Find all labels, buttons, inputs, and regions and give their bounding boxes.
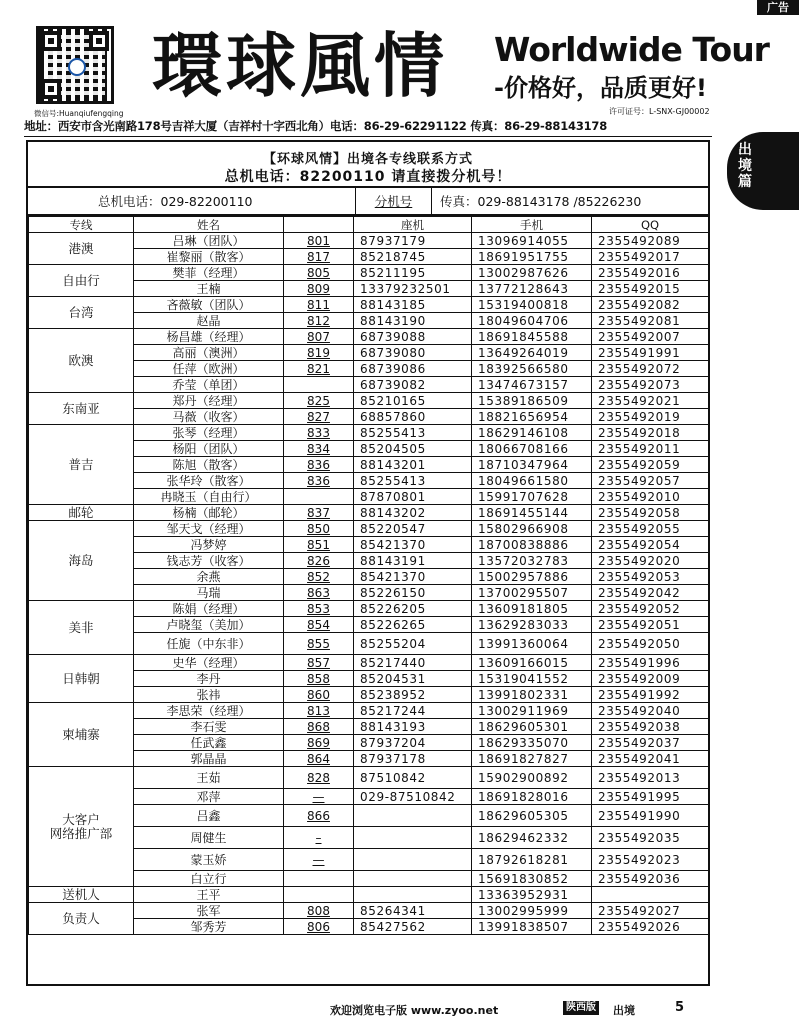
cell-landline: 85255204 <box>354 633 472 655</box>
cell-qq: 2355492010 <box>592 489 709 505</box>
cell-ext: 834 <box>284 441 354 457</box>
cell-qq: 2355492020 <box>592 553 709 569</box>
cell-landline: 85218745 <box>354 249 472 265</box>
cell-name: 吕鑫 <box>134 805 284 827</box>
route-category: 负责人 <box>29 903 134 935</box>
cell-mobile: 15902900892 <box>472 767 592 789</box>
cell-qq: 2355491996 <box>592 655 709 671</box>
cell-mobile: 18049604706 <box>472 313 592 329</box>
route-category: 邮轮 <box>29 505 134 521</box>
cell-ext: 836 <box>284 473 354 489</box>
sheet-subtitle: 总机电话：82200110 请直接拨分机号！ <box>224 169 512 185</box>
brand-name: 環球風情 <box>152 24 448 107</box>
cell-qq: 2355492037 <box>592 735 709 751</box>
cell-ext: 837 <box>284 505 354 521</box>
cell-ext: 806 <box>284 919 354 935</box>
cell-landline: 68739086 <box>354 361 472 377</box>
cell-qq: 2355491995 <box>592 789 709 805</box>
cell-ext: 808 <box>284 903 354 919</box>
cell-name: 邹秀芳 <box>134 919 284 935</box>
cell-ext: 868 <box>284 719 354 735</box>
cell-landline <box>354 805 472 827</box>
cell-name: 崔黎丽（散客） <box>134 249 284 265</box>
cell-ext: 857 <box>284 655 354 671</box>
cell-qq: 2355492018 <box>592 425 709 441</box>
table-row <box>29 601 709 617</box>
footer <box>330 1002 690 1016</box>
route-category: 自由行 <box>29 265 134 297</box>
cell-qq: 2355492089 <box>592 233 709 249</box>
route-category: 欧澳 <box>29 329 134 393</box>
main-contact-row <box>28 186 708 216</box>
column-header: 座机 <box>354 217 472 233</box>
cell-landline: 85255413 <box>354 425 472 441</box>
cell-ext: 851 <box>284 537 354 553</box>
cell-landline: 87937178 <box>354 751 472 767</box>
cell-qq: 2355492040 <box>592 703 709 719</box>
cell-mobile: 18691951755 <box>472 249 592 265</box>
cell-landline: 85238952 <box>354 687 472 703</box>
cell-landline: 88143201 <box>354 457 472 473</box>
route-category: 东南亚 <box>29 393 134 425</box>
table-row <box>29 505 709 521</box>
footer-website: 欢迎浏览电子版 www.zyoo.net <box>330 1004 499 1017</box>
table-row <box>29 887 709 903</box>
cell-qq: 2355492055 <box>592 521 709 537</box>
cell-landline: 85217244 <box>354 703 472 719</box>
cell-mobile: 18629605305 <box>472 805 592 827</box>
cell-qq: 2355491992 <box>592 687 709 703</box>
cell-mobile: 15319400818 <box>472 297 592 313</box>
cell-name: 王平 <box>134 887 284 903</box>
cell-qq: 2355491990 <box>592 805 709 827</box>
cell-mobile: 15691830852 <box>472 871 592 887</box>
header <box>24 18 769 128</box>
cell-ext: 828 <box>284 767 354 789</box>
page-number: 5 <box>675 1000 685 1015</box>
cell-qq: 2355492041 <box>592 751 709 767</box>
cell-mobile: 18700838886 <box>472 537 592 553</box>
cell-landline: 88143185 <box>354 297 472 313</box>
sheet-title: 【环球风情】出境各专线联系方式 <box>262 152 473 167</box>
cell-mobile: 13991360064 <box>472 633 592 655</box>
cell-mobile: 15389186509 <box>472 393 592 409</box>
cell-name: 李石雯 <box>134 719 284 735</box>
route-category: 日韩朝 <box>29 655 134 703</box>
qr-code <box>36 26 114 104</box>
cell-qq <box>592 887 709 903</box>
cell-landline: 88143190 <box>354 313 472 329</box>
cell-ext: 860 <box>284 687 354 703</box>
cell-mobile: 18629605301 <box>472 719 592 735</box>
cell-landline: 85204531 <box>354 671 472 687</box>
cell-ext: 821 <box>284 361 354 377</box>
cell-mobile: 13474673157 <box>472 377 592 393</box>
cell-mobile: 18691845588 <box>472 329 592 345</box>
cell-qq: 2355492059 <box>592 457 709 473</box>
cell-mobile: 13002987626 <box>472 265 592 281</box>
cell-ext: 827 <box>284 409 354 425</box>
cell-landline: 88143202 <box>354 505 472 521</box>
cell-name: 任旎（中东非） <box>134 633 284 655</box>
extension-label: 分机号 <box>356 188 432 214</box>
edition-badge: 陕西版 <box>563 1001 599 1015</box>
cell-landline: 88143191 <box>354 553 472 569</box>
cell-ext: 817 <box>284 249 354 265</box>
cell-mobile: 15002957886 <box>472 569 592 585</box>
cell-name: 李思荣（经理） <box>134 703 284 719</box>
cell-name: 李丹 <box>134 671 284 687</box>
cell-mobile: 13609166015 <box>472 655 592 671</box>
column-header: QQ <box>592 217 709 233</box>
cell-name: 赵晶 <box>134 313 284 329</box>
cell-qq: 2355492011 <box>592 441 709 457</box>
cell-mobile: 13649264019 <box>472 345 592 361</box>
cell-ext: 811 <box>284 297 354 313</box>
cell-landline: 85211195 <box>354 265 472 281</box>
table-row <box>29 265 709 281</box>
cell-qq: 2355492057 <box>592 473 709 489</box>
cell-landline: 85226265 <box>354 617 472 633</box>
cell-landline: 68857860 <box>354 409 472 425</box>
cell-name: 郭晶晶 <box>134 751 284 767</box>
cell-mobile: 15802966908 <box>472 521 592 537</box>
cell-name: 杨昌雄（经理） <box>134 329 284 345</box>
cell-qq: 2355492023 <box>592 849 709 871</box>
cell-ext: 863 <box>284 585 354 601</box>
cell-ext <box>284 871 354 887</box>
cell-name: 冯梦婷 <box>134 537 284 553</box>
cell-name: 张军 <box>134 903 284 919</box>
cell-name: 邓萍 <box>134 789 284 805</box>
cell-ext: 854 <box>284 617 354 633</box>
cell-qq: 2355492058 <box>592 505 709 521</box>
table-row <box>29 767 709 789</box>
cell-ext: 826 <box>284 553 354 569</box>
route-category: 普吉 <box>29 425 134 505</box>
route-category: 台湾 <box>29 297 134 329</box>
cell-qq: 2355492054 <box>592 537 709 553</box>
cell-name: 吕琳（团队） <box>134 233 284 249</box>
cell-landline <box>354 827 472 849</box>
cell-landline: 85226150 <box>354 585 472 601</box>
cell-ext: 819 <box>284 345 354 361</box>
cell-landline: 68739080 <box>354 345 472 361</box>
cell-ext: 833 <box>284 425 354 441</box>
cell-landline: 13379232501 <box>354 281 472 297</box>
cell-ext <box>284 377 354 393</box>
cell-landline: 85217440 <box>354 655 472 671</box>
cell-mobile: 18049661580 <box>472 473 592 489</box>
cell-mobile: 13700295507 <box>472 585 592 601</box>
cell-name: 冉晓玉（自由行） <box>134 489 284 505</box>
cell-ext: 813 <box>284 703 354 719</box>
cell-mobile: 13772128643 <box>472 281 592 297</box>
cell-landline: 029-87510842 <box>354 789 472 805</box>
qr-logo-icon <box>68 58 86 76</box>
cell-name: 王茹 <box>134 767 284 789</box>
route-category: 柬埔寨 <box>29 703 134 767</box>
cell-qq: 2355492053 <box>592 569 709 585</box>
cell-name: 陈娟（经理） <box>134 601 284 617</box>
cell-mobile: 13572032783 <box>472 553 592 569</box>
cell-mobile: 18691455144 <box>472 505 592 521</box>
cell-ext: 807 <box>284 329 354 345</box>
cell-name: 蒙玉娇 <box>134 849 284 871</box>
cell-qq: 2355492007 <box>592 329 709 345</box>
main-phone: 总机电话：029-82200110 <box>28 188 356 214</box>
cell-ext: – <box>284 827 354 849</box>
section-tab: 出 境 篇 <box>727 132 799 210</box>
cell-name: 卢晓玺（美加） <box>134 617 284 633</box>
cell-mobile: 18691827827 <box>472 751 592 767</box>
table-row <box>29 297 709 313</box>
cell-qq: 2355492027 <box>592 903 709 919</box>
cell-name: 邹天戈（经理） <box>134 521 284 537</box>
cell-ext: 858 <box>284 671 354 687</box>
cell-ext: 801 <box>284 233 354 249</box>
table-row <box>29 521 709 537</box>
cell-ext: 853 <box>284 601 354 617</box>
cell-name: 吝薇敏（团队） <box>134 297 284 313</box>
cell-name: 周健生 <box>134 827 284 849</box>
cell-name: 钱志芳（收客） <box>134 553 284 569</box>
route-category: 美非 <box>29 601 134 655</box>
divider <box>24 136 712 137</box>
cell-qq: 2355492050 <box>592 633 709 655</box>
cell-mobile: 18392566580 <box>472 361 592 377</box>
cell-name: 张琴（经理） <box>134 425 284 441</box>
cell-qq: 2355492019 <box>592 409 709 425</box>
route-category: 送机人 <box>29 887 134 903</box>
cell-mobile: 13363952931 <box>472 887 592 903</box>
cell-name: 樊菲（经理） <box>134 265 284 281</box>
cell-qq: 2355492013 <box>592 767 709 789</box>
ad-tag: 广告 <box>757 0 799 15</box>
cell-mobile: 13609181805 <box>472 601 592 617</box>
cell-qq: 2355492026 <box>592 919 709 935</box>
table-header <box>29 217 709 233</box>
cell-ext: 864 <box>284 751 354 767</box>
cell-ext <box>284 489 354 505</box>
cell-qq: 2355492042 <box>592 585 709 601</box>
table-row <box>29 393 709 409</box>
cell-ext: 852 <box>284 569 354 585</box>
cell-qq: 2355492036 <box>592 871 709 887</box>
cell-mobile: 18792618281 <box>472 849 592 871</box>
cell-ext: 850 <box>284 521 354 537</box>
cell-mobile: 18629462332 <box>472 827 592 849</box>
cell-mobile: 18629146108 <box>472 425 592 441</box>
cell-landline: 85204505 <box>354 441 472 457</box>
cell-landline: 85210165 <box>354 393 472 409</box>
cell-name: 陈旭（散客） <box>134 457 284 473</box>
table-row <box>29 233 709 249</box>
cell-landline: 85264341 <box>354 903 472 919</box>
cell-qq: 2355492082 <box>592 297 709 313</box>
table-row <box>29 703 709 719</box>
cell-ext: 836 <box>284 457 354 473</box>
cell-landline: 85255413 <box>354 473 472 489</box>
cell-landline: 87510842 <box>354 767 472 789</box>
cell-landline <box>354 849 472 871</box>
cell-name: 杨楠（邮轮） <box>134 505 284 521</box>
address-line: 地址：西安市含光南路178号吉祥大厦（吉祥村十字西北角）电话：86-29-62291122 传真：86-29-88143178 <box>24 119 608 133</box>
cell-qq: 2355492015 <box>592 281 709 297</box>
cell-landline: 85421370 <box>354 537 472 553</box>
cell-mobile: 18629335070 <box>472 735 592 751</box>
cell-landline: 87937179 <box>354 233 472 249</box>
route-category: 海岛 <box>29 521 134 601</box>
cell-qq: 2355492072 <box>592 361 709 377</box>
cell-name: 马薇（收客） <box>134 409 284 425</box>
cell-name: 余燕 <box>134 569 284 585</box>
cell-name: 杨阳（团队） <box>134 441 284 457</box>
cell-mobile: 18066708166 <box>472 441 592 457</box>
cell-name: 乔莹（单团） <box>134 377 284 393</box>
cell-landline: 87870801 <box>354 489 472 505</box>
cell-ext: 866 <box>284 805 354 827</box>
license-number: 许可证号：L-SNX-GJ00002 <box>609 107 710 116</box>
cell-qq: 2355491991 <box>592 345 709 361</box>
route-category: 港澳 <box>29 233 134 265</box>
footer-section: 出境 <box>613 1004 635 1017</box>
cell-mobile: 13629283033 <box>472 617 592 633</box>
cell-qq: 2355492009 <box>592 671 709 687</box>
cell-name: 郑丹（经理） <box>134 393 284 409</box>
cell-mobile: 15991707628 <box>472 489 592 505</box>
cell-ext: 855 <box>284 633 354 655</box>
cell-name: 张华玲（散客） <box>134 473 284 489</box>
cell-qq: 2355492073 <box>592 377 709 393</box>
cell-landline <box>354 871 472 887</box>
column-header: 手机 <box>472 217 592 233</box>
cell-mobile: 18821656954 <box>472 409 592 425</box>
cell-landline: 68739082 <box>354 377 472 393</box>
table-row <box>29 425 709 441</box>
cell-name: 王楠 <box>134 281 284 297</box>
route-category: 大客户 网络推广部 <box>29 767 134 887</box>
cell-ext: 812 <box>284 313 354 329</box>
cell-ext: — <box>284 849 354 871</box>
cell-qq: 2355492016 <box>592 265 709 281</box>
cell-ext: 809 <box>284 281 354 297</box>
cell-name: 高丽（澳洲） <box>134 345 284 361</box>
cell-ext: — <box>284 789 354 805</box>
slogan: -价格好，品质更好! <box>494 74 707 102</box>
cell-mobile: 13096914055 <box>472 233 592 249</box>
cell-mobile: 18691828016 <box>472 789 592 805</box>
cell-landline: 85226205 <box>354 601 472 617</box>
cell-ext: 805 <box>284 265 354 281</box>
cell-mobile: 13991802331 <box>472 687 592 703</box>
table-row <box>29 329 709 345</box>
contacts-table <box>28 216 709 935</box>
cell-qq: 2355492035 <box>592 827 709 849</box>
cell-mobile: 13002995999 <box>472 903 592 919</box>
wechat-id: 微信号:Huanqiufengqing <box>34 109 124 118</box>
cell-qq: 2355492017 <box>592 249 709 265</box>
cell-qq: 2355492052 <box>592 601 709 617</box>
cell-landline: 85220547 <box>354 521 472 537</box>
brand-english: Worldwide Tour <box>494 30 769 69</box>
cell-ext: 869 <box>284 735 354 751</box>
column-header: 姓名 <box>134 217 284 233</box>
cell-mobile: 13991838507 <box>472 919 592 935</box>
column-header: 专线 <box>29 217 134 233</box>
cell-landline <box>354 887 472 903</box>
cell-landline: 68739088 <box>354 329 472 345</box>
fax-number: 传真：029-88143178 /85226230 <box>440 194 642 209</box>
cell-landline: 85427562 <box>354 919 472 935</box>
cell-name: 任萍（欧洲） <box>134 361 284 377</box>
table-row <box>29 903 709 919</box>
cell-name: 白立行 <box>134 871 284 887</box>
cell-qq: 2355492038 <box>592 719 709 735</box>
cell-landline: 87937204 <box>354 735 472 751</box>
table-row <box>29 655 709 671</box>
cell-ext: 825 <box>284 393 354 409</box>
cell-qq: 2355492021 <box>592 393 709 409</box>
cell-qq: 2355492081 <box>592 313 709 329</box>
cell-name: 史华（经理） <box>134 655 284 671</box>
cell-mobile: 13002911969 <box>472 703 592 719</box>
cell-mobile: 15319041552 <box>472 671 592 687</box>
cell-name: 张祎 <box>134 687 284 703</box>
contact-sheet <box>26 140 710 986</box>
cell-ext <box>284 887 354 903</box>
cell-name: 马瑞 <box>134 585 284 601</box>
cell-qq: 2355492051 <box>592 617 709 633</box>
cell-name: 任武鑫 <box>134 735 284 751</box>
cell-mobile: 18710347964 <box>472 457 592 473</box>
cell-landline: 88143193 <box>354 719 472 735</box>
cell-landline: 85421370 <box>354 569 472 585</box>
column-header <box>284 217 354 233</box>
